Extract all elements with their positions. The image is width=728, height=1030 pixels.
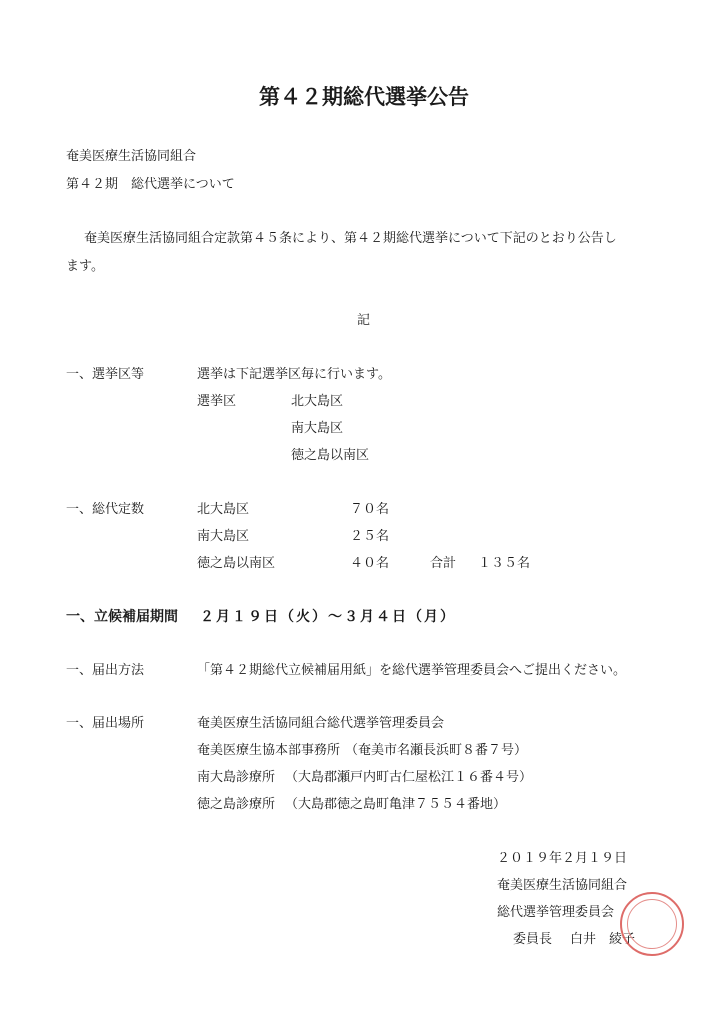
basho-name: 奄美医療生活協同組合総代選挙管理委員会 [197,716,445,731]
footer-committee: 総代選挙管理委員会 [497,905,615,920]
hoho-value: 「第４２期総代立候補届用紙」を総代選挙管理委員会へご提出ください。 [197,663,627,678]
teisu-count: ２５名 [350,529,390,544]
senkyoku-text: 選挙は下記選挙区毎に行います。 [197,367,391,382]
teisu-district: 徳之島以南区 [197,556,276,571]
teisu-total-value: １３５名 [478,556,531,571]
kikan-value: ２月１９日（火）～３月４日（月） [200,609,456,625]
official-seal-stamp [620,892,684,956]
district-item: 徳之島以南区 [291,448,370,463]
district-item: 北大島区 [291,394,344,409]
teisu-count: ７０名 [350,502,390,517]
heading-org: 奄美医療生活協同組合 [66,149,197,164]
teisu-total-label: 合計 [430,556,457,571]
basho-label: 一、届出場所 [66,716,145,731]
intro-line-1: 奄美医療生活協同組合定款第４５条により、第４２期総代選挙について下記のとおり公告し [84,231,617,246]
heading-subject: 第４２期 総代選挙について [66,177,235,192]
footer-org: 奄美医療生活協同組合 [497,878,628,893]
basho-name: 奄美医療生協本部事務所 [197,743,341,758]
senkyoku-sub-label: 選挙区 [197,394,237,409]
district-item: 南大島区 [291,421,344,436]
basho-address: （大島郡瀬戸内町古仁屋松江１６番４号） [285,770,533,785]
intro-line-2: ます。 [66,259,104,274]
basho-name: 徳之島診療所 [197,797,276,812]
teisu-district: 南大島区 [197,529,250,544]
teisu-count: ４０名 [350,556,390,571]
footer-name: 白井 綾子 [570,932,636,947]
teisu-label: 一、総代定数 [66,502,145,517]
basho-address: （大島郡徳之島町亀津７５５４番地） [285,797,507,812]
kikan-label: 一、立候補届期間 [66,609,178,625]
basho-address: （奄美市名瀬長浜町８番７号） [345,743,528,758]
basho-name: 南大島診療所 [197,770,276,785]
hoho-label: 一、届出方法 [66,663,145,678]
ki-mark: 記 [357,313,371,328]
page-title: 第４２期総代選挙公告 [259,85,469,109]
footer-role: 委員長 [513,932,553,947]
footer-date: ２０１９年２月１９日 [497,851,628,866]
teisu-district: 北大島区 [197,502,250,517]
senkyoku-label: 一、選挙区等 [66,367,145,382]
